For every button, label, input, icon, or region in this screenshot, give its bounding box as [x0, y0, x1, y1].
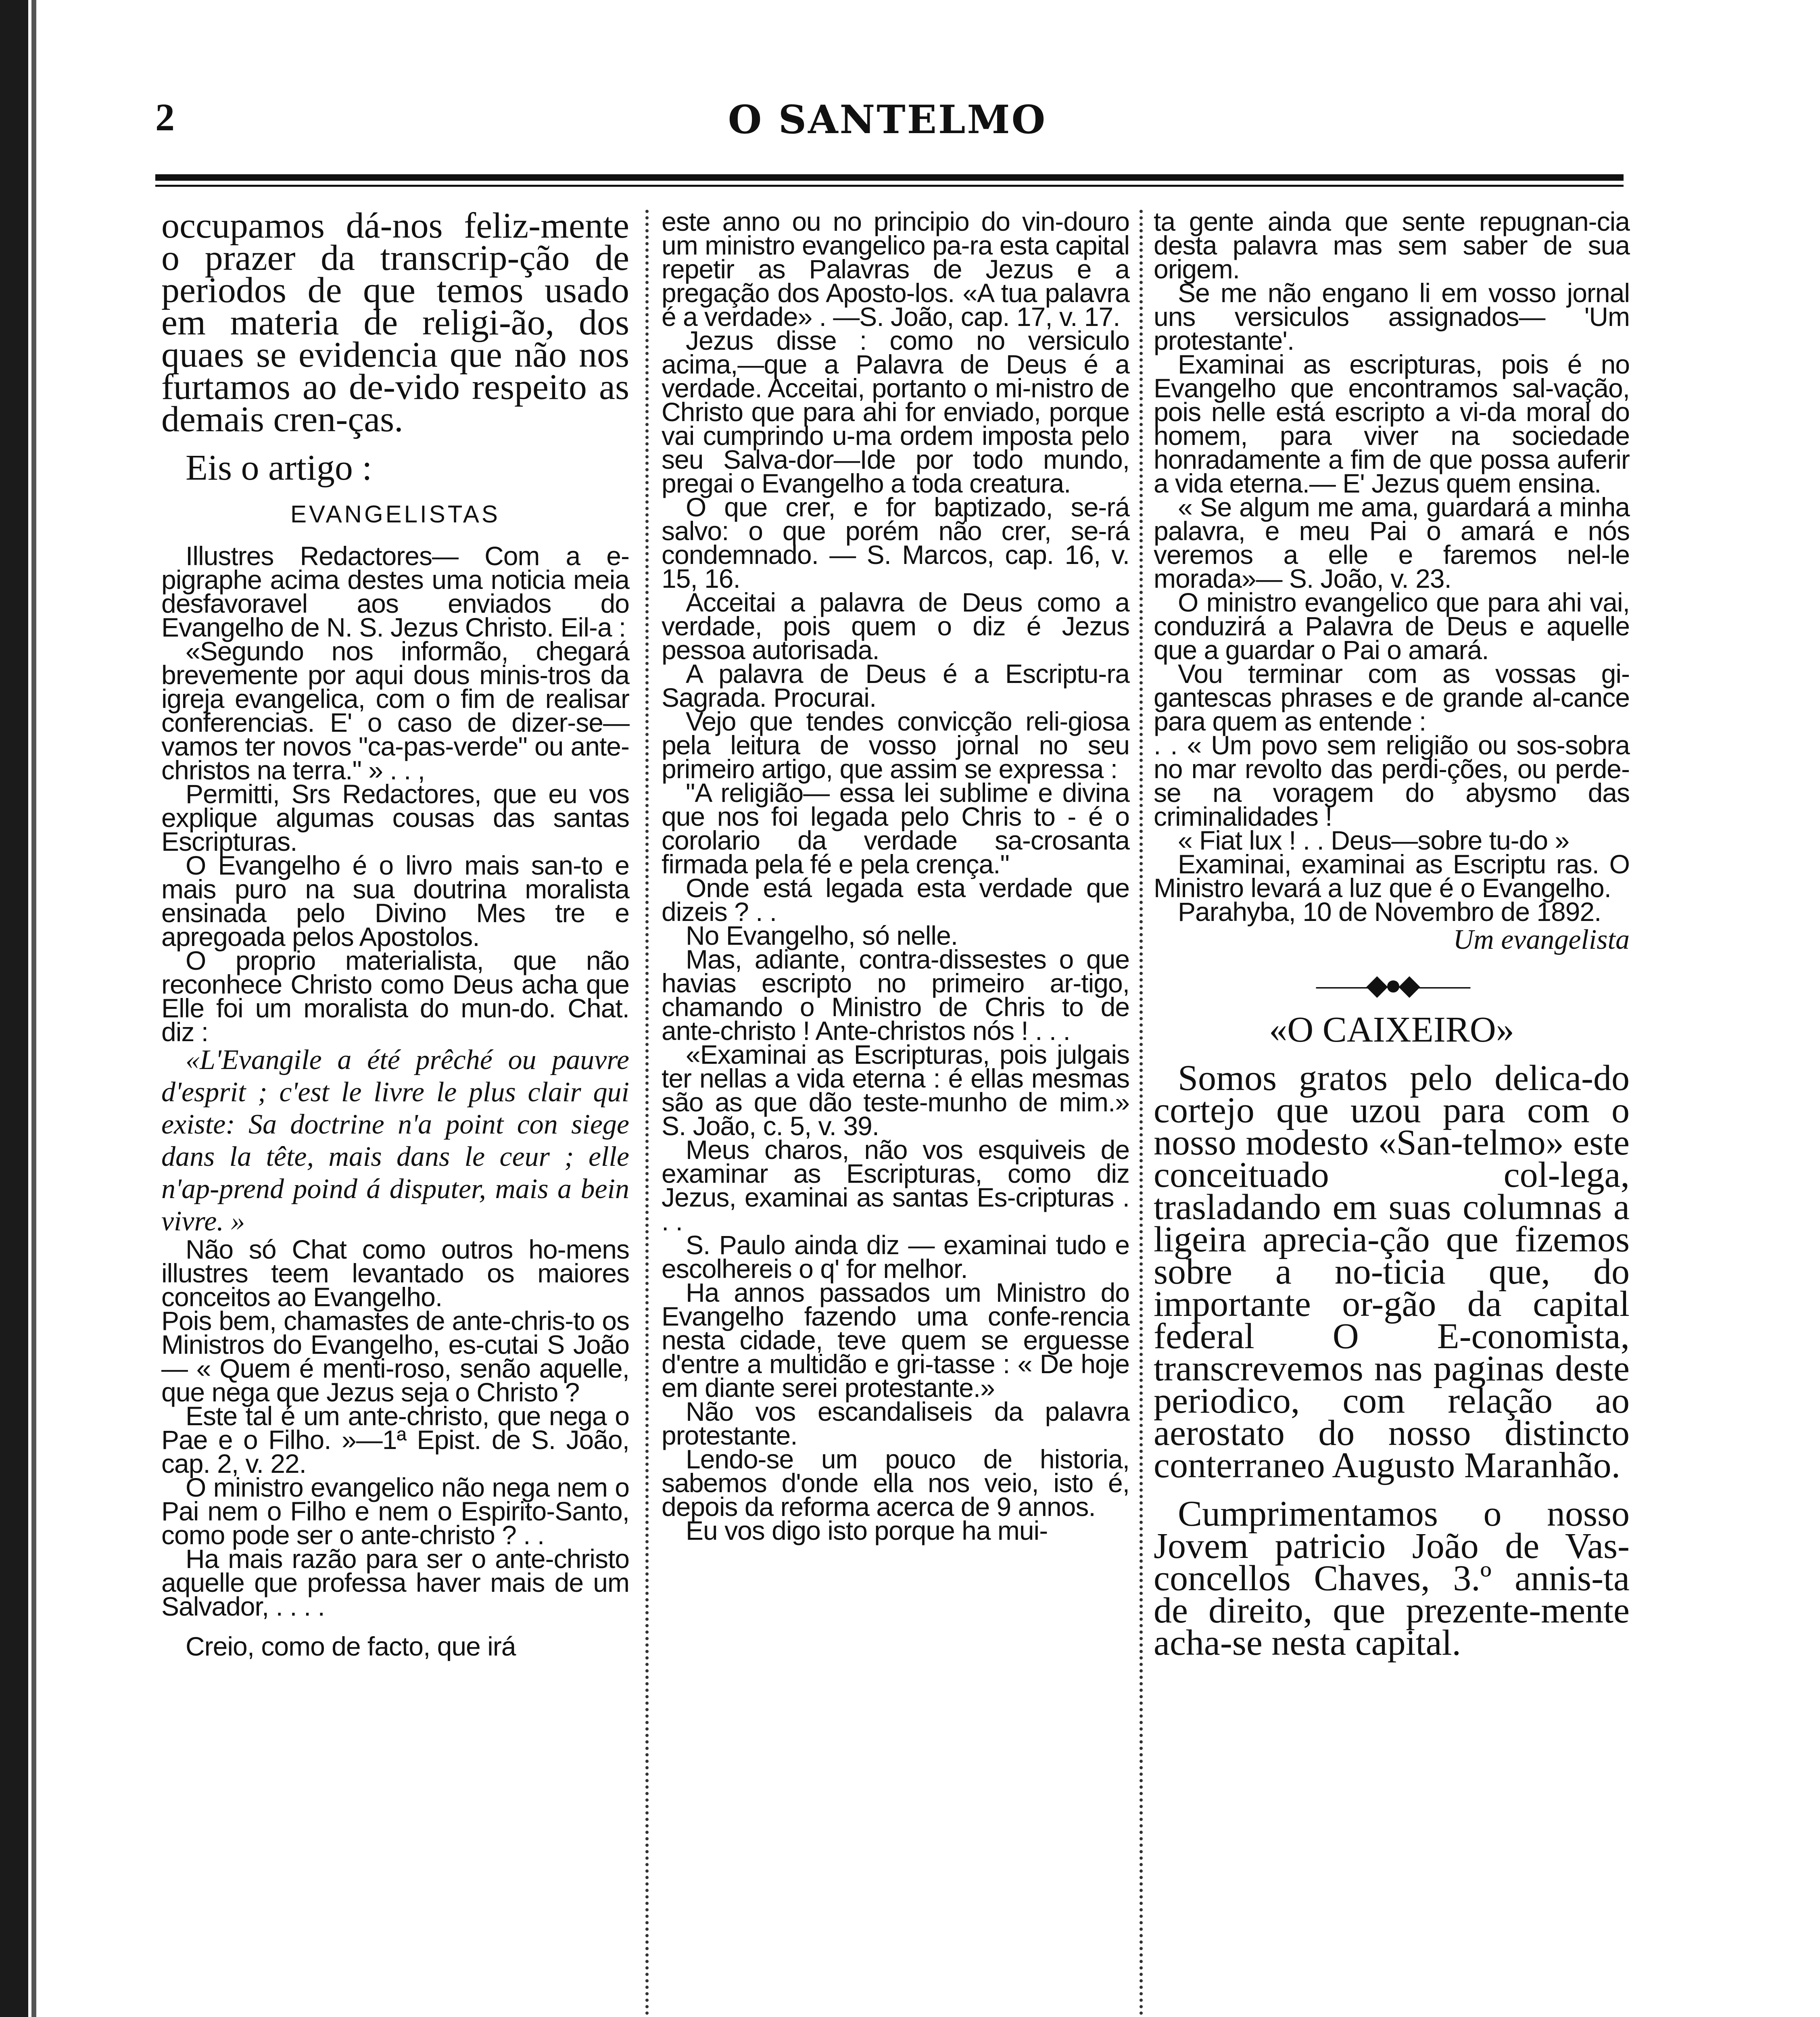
paragraph: "A religião— essa lei sublime e divina que nos foi legada pelo Chris to - é o corolario da verdade sa-crosanta firmada pela fé e pela crença."	[662, 778, 1129, 879]
divider-ornament: ——◆●◆——	[1316, 970, 1467, 1001]
dateline: Parahyba, 10 de Novembro de 1892.	[1178, 897, 1601, 927]
paragraph: Ha annos passados um Ministro do Evangelho fazendo uma confe-rencia nesta cidade, teve quem se erguesse d'entre a multidão e gri-tasse : « De hoje em diante serei protestante.»	[662, 1278, 1129, 1403]
signature: Um evangelista	[1453, 924, 1630, 955]
paragraph: S. Paulo ainda diz — examinai tudo e escolhereis o q' for melhor.	[662, 1230, 1129, 1284]
column-separator	[1140, 210, 1143, 2017]
page-binding-shadow	[31, 0, 36, 2017]
column-separator	[645, 210, 649, 2017]
paragraph: No Evangelho, só nelle.	[686, 921, 958, 950]
header-rule-thick	[155, 174, 1624, 181]
paragraph: Não só Chat como outros ho-mens illustres teem levantado os maiores conceitos ao Evangelho.	[161, 1234, 629, 1312]
paragraph: . . « Um povo sem religião ou sos-sobra no mar revolto das perdi-ções, ou perde-se na voragem do abysmo das criminalidades !	[1154, 730, 1630, 831]
paragraph: Não vos escandaliseis da palavra protestante.	[662, 1397, 1129, 1450]
paragraph: Este tal é um ante-christo, que nega o Pae e o Filho. »—1ª Epist. de S. João, cap. 2, v. 22.	[161, 1401, 629, 1478]
article-heading: EVANGELISTAS	[290, 501, 500, 528]
paragraph: Eis o artigo :	[186, 448, 372, 488]
article-heading: «O CAIXEIRO»	[1269, 1010, 1514, 1050]
paragraph: «Segundo nos informão, chegará brevemente por aqui dous minis-tros da igreja evangelica, com o fim de realisar conferencias. E' o caso de dizer-se— vamos ter novos "ca-pas-verde" ou ante-christos na terra." » . . ,	[161, 636, 629, 785]
paragraph: Jezus disse : como no versiculo acima,—que a Palavra de Deus é a verdade. Acceitai, portanto o mi-nistro de Christo que para ahi for enviado, porque vai cumprindo u-ma ordem imposta pelo seu Salva-dor—Ide por todo mundo, pregai o Evangelho a toda creatura.	[662, 326, 1129, 498]
paragraph: « Fiat lux ! . . Deus—sobre tu-do »	[1178, 825, 1570, 855]
column-1	[161, 206, 629, 1661]
header-rule-thin	[155, 185, 1624, 187]
paragraph: Vou terminar com as vossas gi-gantescas phrases e de grande al-cance para quem as entende :	[1154, 659, 1630, 736]
paragraph: Examinai, examinai as Escriptu ras. O Ministro levará a luz que é o Evangelho.	[1154, 849, 1630, 903]
paragraph: O ministro evangelico que para ahi vai, conduzirá a Palavra de Deus e aquelle que a guardar o Pai o amará.	[1154, 587, 1630, 665]
paragraph: A palavra de Deus é a Escriptu-ra Sagrada. Procurai.	[662, 659, 1129, 712]
paragraph: este anno ou no principio do vin-douro um ministro evangelico pa-ra esta capital repetir as Palavras de Jezus e a pregação dos Aposto-los. «A tua palavra é a verdade» . —S. João, cap. 17, v. 17.	[662, 207, 1129, 332]
paragraph: O Evangelho é o livro mais san-to e mais puro na sua doutrina moralista ensinada pelo Divino Mes tre e apregoada pelos Apostolos.	[161, 850, 629, 952]
column-3	[1154, 207, 1630, 1663]
paragraph: O proprio materialista, que não reconhece Christo como Deus acha que Elle foi um moralista do mun-do. Chat. diz :	[161, 946, 629, 1047]
paragraph: Eu vos digo isto porque ha mui-	[686, 1516, 1048, 1545]
paragraph: Cumprimentamos o nosso Jovem patricio João de Vas-concellos Chaves, 3.º annis-ta de direito, que prezente-mente acha-se nesta capital.	[1154, 1494, 1630, 1663]
paragraph: Examinai as escripturas, pois é no Evangelho que encontramos sal-vação, pois nelle está escripto a vi-da moral do homem, para viver na sociedade honradamente a fim de que possa auferir a vida eterna.— E' Jezus quem ensina.	[1154, 349, 1630, 498]
paragraph: Onde está legada esta verdade que dizeis ? . .	[662, 873, 1129, 927]
paragraph: Illustres Redactores— Com a e-pigraphe acima destes uma noticia meia desfavoravel aos enviados do Evangelho de N. S. Jezus Christo. Eil-a :	[161, 541, 629, 642]
column-2	[662, 207, 1129, 1545]
paragraph: occupamos dá-nos feliz-mente o prazer da transcrip-ção de periodos de que temos usado em materia de religi-ão, dos quaes se evidencia que não nos furtamos ao de-vido respeito as demais cren-ças.	[161, 206, 629, 439]
paragraph: Meus charos, não vos esquiveis de examinar as Escripturas, como diz Jezus, examinai as santas Es-cripturas . . .	[662, 1135, 1129, 1236]
paragraph: ta gente ainda que sente repugnan-cia desta palavra mas sem saber de sua origem.	[1154, 207, 1630, 284]
page-number: 2	[155, 96, 175, 139]
paragraph: Mas, adiante, contra-dissestes o que havias escripto no primeiro ar-tigo, chamando o Ministro de Chris to de ante-christo ! Ante-christos nós ! . . .	[662, 944, 1129, 1046]
paragraph: Lendo-se um pouco de historia, sabemos d'onde ella nos veio, isto é, depois da reforma acerca de 9 annos.	[662, 1444, 1129, 1522]
paragraph: Ha mais razão para ser o ante-christo aquelle que professa haver mais de um Salvador, . . . .	[161, 1544, 629, 1621]
masthead-title: O SANTELMO	[728, 97, 1047, 142]
paragraph: Pois bem, chamastes de ante-chris-to os Ministros do Evangelho, es-cutai S João — « Quem é menti-roso, senão aquelle, que nega que Jezus seja o Christo ?	[161, 1306, 629, 1407]
paragraph: Se me não engano li em vosso jornal uns versiculos assignados— 'Um protestante'.	[1154, 278, 1630, 355]
page-binding-edge	[0, 0, 28, 2017]
paragraph: Creio, como de facto, que irá	[186, 1631, 516, 1661]
paragraph: «Examinai as Escripturas, pois julgais ter nellas a vida eterna : é ellas mesmas são as que dão teste-munho de mim.» S. João, c. 5, v. 39.	[662, 1040, 1129, 1141]
paragraph: Vejo que tendes convicção reli-giosa pela leitura de vosso jornal no seu primeiro artigo, que assim se expressa :	[662, 706, 1129, 784]
paragraph: « Se algum me ama, guardará a minha palavra, e meu Pai o amará e nós veremos a elle e faremos nel-le morada»— S. João, v. 23.	[1154, 492, 1630, 593]
paragraph: O que crer, e for baptizado, se-rá salvo: o que porém não crer, se-rá condemnado. — S. Marcos, cap. 16, v. 15, 16.	[662, 492, 1129, 593]
paragraph: Permitti, Srs Redactores, que eu vos explique algumas cousas das santas Escripturas.	[161, 779, 629, 856]
paragraph: O ministro evangelico não nega nem o Pai nem o Filho e nem o Espirito-Santo, como pode ser o ante-christo ? . .	[161, 1472, 629, 1550]
paragraph: Acceitai a palavra de Deus como a verdade, pois quem o diz é Jezus pessoa autorisada.	[662, 587, 1129, 665]
paragraph: Somos gratos pelo delica-do cortejo que uzou para com o nosso modesto «San-telmo» este conceituado col-lega, trasladando em suas columnas a ligeira aprecia-ção que fizemos sobre a no-ticia que, do importante or-gão da capital federal O E-conomista, transcrevemos nas paginas deste periodico, com relação ao aerostato do nosso distincto conterraneo Augusto Maranhão.	[1154, 1058, 1630, 1485]
quotation: «L'Evangile a été prêché ou pauvre d'esprit ; c'est le livre le plus clair qui existe: Sa doctrine n'a point con siege dans la tête, mais dans le ceur ; elle n'ap-prend poind á disputer, mais a bein vivre. »	[161, 1044, 629, 1237]
